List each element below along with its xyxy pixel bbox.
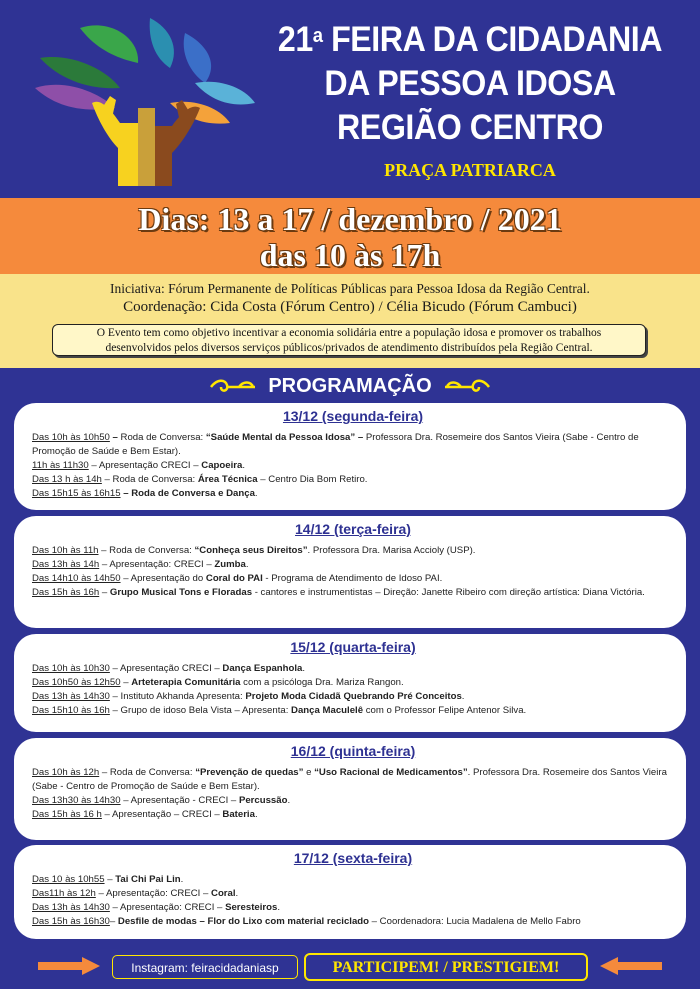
participem-slogan: PARTICIPEM! / PRESTIGIEM! <box>304 953 588 981</box>
entry-text: – <box>104 874 116 885</box>
entry-text: Tai Chi Pai Lin <box>115 874 181 885</box>
title-line-1: 21$^a$ FEIRA DA CIDADANIA <box>277 20 663 59</box>
entry-text: . <box>235 888 239 899</box>
entry-text: – <box>109 916 118 927</box>
hands-tree-logo <box>20 8 270 188</box>
objective-line-1: O Evento tem como objetivo incentivar a economia solidária entre a população idosa e promover os trabalhos <box>96 327 602 339</box>
entry-text: – Apresentação CRECI – <box>88 460 202 471</box>
entry-text: – Apresentação: CRECI – <box>95 888 212 899</box>
entry-text: Grupo Musical Tons e Floradas <box>109 587 253 598</box>
entry-text: – <box>109 432 121 443</box>
title-line-3: REGIÃO CENTRO <box>337 108 603 147</box>
entry-text: Área Técnica <box>197 474 258 485</box>
schedule-entry <box>32 915 674 929</box>
entry-text: Bateria <box>222 809 255 820</box>
entry-time: Das 15h às 16h <box>32 587 100 598</box>
day-title: 16/12 (quinta-feira) <box>290 743 416 759</box>
programacao-label: PROGRAMAÇÃO <box>268 375 432 397</box>
schedule-entry <box>32 487 674 501</box>
entry-text: Coral <box>211 888 236 899</box>
day-box <box>14 634 686 732</box>
schedule-entry <box>32 873 674 887</box>
entry-text: – <box>120 677 132 688</box>
entry-text: Coral do PAI <box>205 573 263 584</box>
arrow-left-icon <box>600 957 662 975</box>
entry-time: Das 13h às 14h <box>32 559 100 570</box>
entry-text: – <box>120 488 132 499</box>
entry-text: Seresteiros <box>225 902 278 913</box>
info-band <box>0 274 700 368</box>
schedule-entry <box>32 558 674 572</box>
entry-time: Das 10h às 10h50 <box>32 432 110 443</box>
entry-time: Das 13h30 às 14h30 <box>32 795 121 806</box>
entry-text: e <box>303 767 315 778</box>
schedule-entry <box>32 766 674 794</box>
entry-time: Das 15h15 às 16h15 <box>32 488 121 499</box>
entry-text: “Prevenção de quedas” <box>195 767 304 778</box>
entry-time: Das 15h10 às 16h <box>32 705 110 716</box>
entry-text: . <box>287 795 291 806</box>
entry-text: – Roda de Conversa: <box>101 474 198 485</box>
entry-text: . <box>461 691 465 702</box>
entry-text: com a psicóloga Dra. Mariza Rangon. <box>240 677 404 688</box>
entry-text: . <box>242 460 245 471</box>
entry-text: – Apresentação: CRECI – <box>109 902 226 913</box>
entry-text: - Programa de Atendimento de Idoso PAI. <box>262 573 443 584</box>
programacao-heading <box>0 375 700 398</box>
entry-text: Roda de Conversa: <box>120 432 206 443</box>
entry-text: – Coordenadora: Lucia Madalena de Mello Fabro <box>369 916 581 927</box>
entry-text: Dança Espanhola <box>222 663 303 674</box>
entry-text: . <box>254 488 258 499</box>
dates-banner <box>0 198 700 274</box>
entry-text: Arteterapia Comunitária <box>131 677 241 688</box>
entry-text: – Roda de Conversa: <box>98 545 195 556</box>
schedule-entry <box>32 901 674 915</box>
entry-text: – Apresentação CRECI – <box>109 663 223 674</box>
entry-time: Das 10h às 11h <box>32 545 99 556</box>
entry-text: – Instituto Akhanda Apresenta: <box>109 691 246 702</box>
entry-text: Capoeira <box>201 460 243 471</box>
entry-text: Zumba <box>214 559 246 570</box>
entry-text: - cantores e instrumentistas – Direção: Janette Ribeiro com direção artística: Diana Victória. <box>252 587 645 598</box>
entry-time: Das 10h50 às 12h50 <box>32 677 121 688</box>
entry-time: Das 10h às 12h <box>32 767 100 778</box>
entry-text: “Saúde Mental da Pessoa Idosa” – <box>205 432 366 443</box>
objective-box <box>52 324 646 356</box>
entry-text: Percussão <box>238 795 288 806</box>
schedule-entry <box>32 662 674 676</box>
entry-text: Projeto Moda Cidadã Quebrando Pré Conceitos <box>245 691 462 702</box>
schedule-entry <box>32 572 674 586</box>
entry-text: – Roda de Conversa: <box>99 767 196 778</box>
left-ornament-icon <box>209 379 257 395</box>
entry-time: Das 14h10 às 14h50 <box>32 573 121 584</box>
instagram-handle: Instagram: feiracidadaniasp <box>112 955 298 979</box>
schedule-entry <box>32 887 674 901</box>
entry-text: Desfile de modas – Flor do Lixo com material reciclado <box>117 916 370 927</box>
schedule-entry <box>32 544 674 558</box>
entry-text: . Professora Dra. Rosemeire dos Santos Vieira (Sabe - Centro de Promoção de Saúde e Bem Estar). <box>32 767 667 792</box>
entry-text: Professora Dra. Rosemeire dos Santos Vieira (Sabe - Centro de Promoção de Saúde e Bem Estar). <box>32 432 639 457</box>
event-title <box>250 18 690 150</box>
entry-time: Das 15h às 16 h <box>32 809 102 820</box>
schedule-entry <box>32 431 674 459</box>
coordenacao-text: Coordenação: Cida Costa (Fórum Centro) / Célia Bicudo (Fórum Cambuci) <box>123 299 577 315</box>
schedule-entry <box>32 704 674 718</box>
entry-text: Dança Maculelê <box>291 705 364 716</box>
right-ornament-icon <box>443 379 491 395</box>
entry-text: – Centro Dia Bom Retiro. <box>257 474 368 485</box>
schedule-entry <box>32 690 674 704</box>
arrow-right-icon <box>38 957 100 975</box>
day-title: 13/12 (segunda-feira) <box>282 408 424 424</box>
footer <box>0 948 700 989</box>
schedule-entry <box>32 676 674 690</box>
day-box <box>14 738 686 840</box>
entry-text: – Grupo de idoso Bela Vista – Apresenta: <box>109 705 292 716</box>
day-box <box>14 516 686 628</box>
event-location: PRAÇA PATRIARCA <box>384 160 556 180</box>
schedule-entry <box>32 586 674 600</box>
day-title: 17/12 (sexta-feira) <box>293 850 413 866</box>
entry-time: Das 10h às 10h30 <box>32 663 110 674</box>
entry-time: Das 13 h às 14h <box>32 474 102 485</box>
entry-text: – Apresentação - CRECI – <box>120 795 239 806</box>
entry-time: Das 13h às 14h30 <box>32 902 110 913</box>
entry-text: . Professora Dra. Marisa Accioly (USP). <box>307 545 476 556</box>
schedule-entry <box>32 794 674 808</box>
entry-text: “Conheça seus Direitos” <box>194 545 308 556</box>
entry-text: – <box>99 587 110 598</box>
objective-line-2: desenvolvidos pelos diversos serviços públicos/privados de atendimento distribuídos pela Região Central. <box>105 342 593 354</box>
day-title: 15/12 (quarta-feira) <box>290 639 416 655</box>
entry-text: . <box>254 809 258 820</box>
entry-text: . <box>180 874 184 885</box>
schedule-entry <box>32 473 674 487</box>
entry-text: – Apresentação: CRECI – <box>99 559 215 570</box>
entry-text: – Apresentação – CRECI – <box>101 809 223 820</box>
entry-text: “Uso Racional de Medicamentos” <box>314 767 468 778</box>
title-line-2: DA PESSOA IDOSA <box>324 64 616 103</box>
entry-time: Das 10 às 10h55 <box>32 874 105 885</box>
entry-text: com o Professor Felipe Antenor Silva. <box>363 705 527 716</box>
schedule-entry <box>32 808 674 822</box>
entry-text: . <box>245 559 249 570</box>
entry-time: 11h às 11h30 <box>32 460 89 471</box>
iniciativa-text: Iniciativa: Fórum Permanente de Políticas Públicas para Pessoa Idosa da Região Central. <box>110 281 590 296</box>
schedule-entry <box>32 459 674 473</box>
entry-time: Das 15h às 16h30 <box>32 916 110 927</box>
day-title: 14/12 (terça-feira) <box>295 521 411 537</box>
dates-line: Dias: 13 a 17 / dezembro / 2021 <box>138 201 562 237</box>
entry-text: Roda de Conversa e Dança <box>131 488 255 499</box>
entry-time: Das 13h às 14h30 <box>32 691 110 702</box>
entry-text: – Apresentação do <box>120 573 206 584</box>
entry-text: . <box>277 902 280 913</box>
entry-text: . <box>302 663 306 674</box>
entry-time: Das11h às 12h <box>32 888 96 899</box>
day-box <box>14 403 686 510</box>
hours-line: das 10 às 17h <box>259 237 441 273</box>
day-box <box>14 845 686 939</box>
